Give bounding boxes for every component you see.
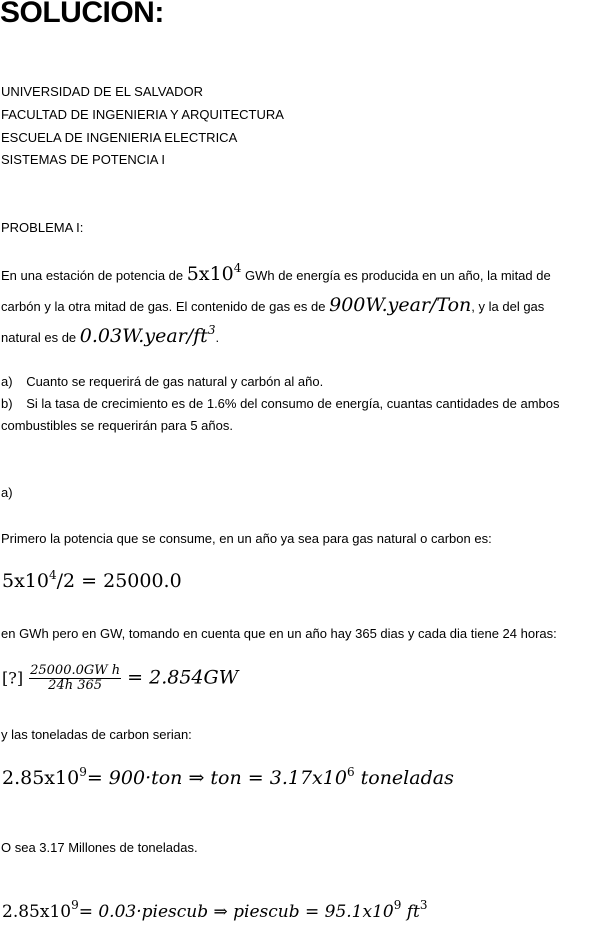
header-school: ESCUELA DE INGENIERIA ELECTRICA: [1, 130, 238, 145]
math-unit: toneladas: [354, 767, 454, 789]
text-run: GWh de energía es producida en un año, la mitad de: [245, 268, 551, 283]
equation-gas-volume: [2, 898, 428, 922]
header-university: UNIVERSIDAD DE EL SALVADOR: [1, 84, 204, 99]
problem-paragraph-line-2: [1, 294, 545, 316]
problem-heading: PROBLEMA I:: [1, 220, 84, 235]
math-exponent: 4: [48, 568, 57, 582]
list-text: Si la tasa de crecimiento es de 1.6% del consumo de energía, cuantas cantidades de ambos: [26, 396, 560, 411]
coal-intro: y las toneladas de carbon serian:: [1, 727, 192, 742]
list-marker: a): [1, 374, 13, 389]
equation-power-gw: [2, 664, 238, 693]
text-run: , y la del gas: [471, 299, 545, 314]
list-text: Cuanto se requerirá de gas natural y carbón al año.: [26, 374, 324, 389]
section-a-heading: a): [1, 485, 13, 500]
math-exponent: 9: [393, 898, 402, 912]
math-gas-content: 900W.year/Ton: [329, 294, 472, 316]
math-exponent: 6: [346, 765, 355, 779]
text-run: En una estación de potencia de: [1, 268, 184, 283]
math-base: 2.85x10: [2, 902, 72, 922]
text-run: .: [215, 330, 220, 345]
equation-coal-tons: [2, 767, 454, 789]
list-item-b: [1, 396, 560, 412]
solution-intro: Primero la potencia que se consume, en un año ya sea para gas natural o carbon es:: [1, 531, 492, 546]
math-base: 5x10: [186, 263, 234, 285]
math-unit: ft: [401, 902, 420, 922]
math-energy: [187, 263, 242, 285]
fraction-numerator: 25000.0GW h: [30, 663, 121, 678]
math-base: 2.85x10: [2, 767, 80, 789]
problem-paragraph-line-1: [1, 261, 551, 285]
math-exponent: 3: [419, 898, 428, 912]
math-bracket: [?]: [2, 668, 24, 688]
math-exponent: 4: [233, 261, 242, 275]
math-natural-gas: [80, 325, 216, 347]
note-gw-conversion: en GWh pero en GW, tomando en cuenta que en un año hay 365 dias y cada dia tiene 24 horas:: [1, 626, 557, 641]
header-faculty: FACULTAD DE INGENIERIA Y ARQUITECTURA: [1, 107, 284, 122]
math-rest: /2 = 25000.0: [56, 570, 182, 592]
math-base: 5x10: [2, 570, 49, 592]
header-course: SISTEMAS DE POTENCIA I: [1, 152, 165, 167]
math-exponent: 3: [207, 323, 216, 337]
coal-summary: O sea 3.17 Millones de toneladas.: [1, 840, 198, 855]
list-marker: b): [1, 396, 13, 411]
fraction-denominator: 24h 365: [48, 678, 103, 693]
page-title: SOLUCION:: [0, 0, 164, 29]
equation-half-energy: [2, 570, 182, 592]
list-item-b-continuation: combustibles se requerirán para 5 años.: [1, 418, 233, 433]
math-exponent: 9: [79, 765, 87, 779]
problem-paragraph-line-3: [1, 323, 220, 347]
text-run: natural es de: [1, 330, 77, 345]
text-run: carbón y la otra mitad de gas. El contenido de gas es de: [1, 299, 326, 314]
math-fraction: [29, 664, 121, 693]
math-middle: = 900·ton ⇒ ton = 3.17x10: [86, 767, 347, 789]
math-exponent: 9: [71, 898, 79, 912]
math-rest: = 2.854GW: [127, 666, 239, 689]
math-base: 0.03W.year/ft: [79, 325, 208, 347]
math-middle: = 0.03·piescub ⇒ piescub = 95.1x10: [78, 902, 394, 922]
list-item-a: [1, 374, 323, 390]
